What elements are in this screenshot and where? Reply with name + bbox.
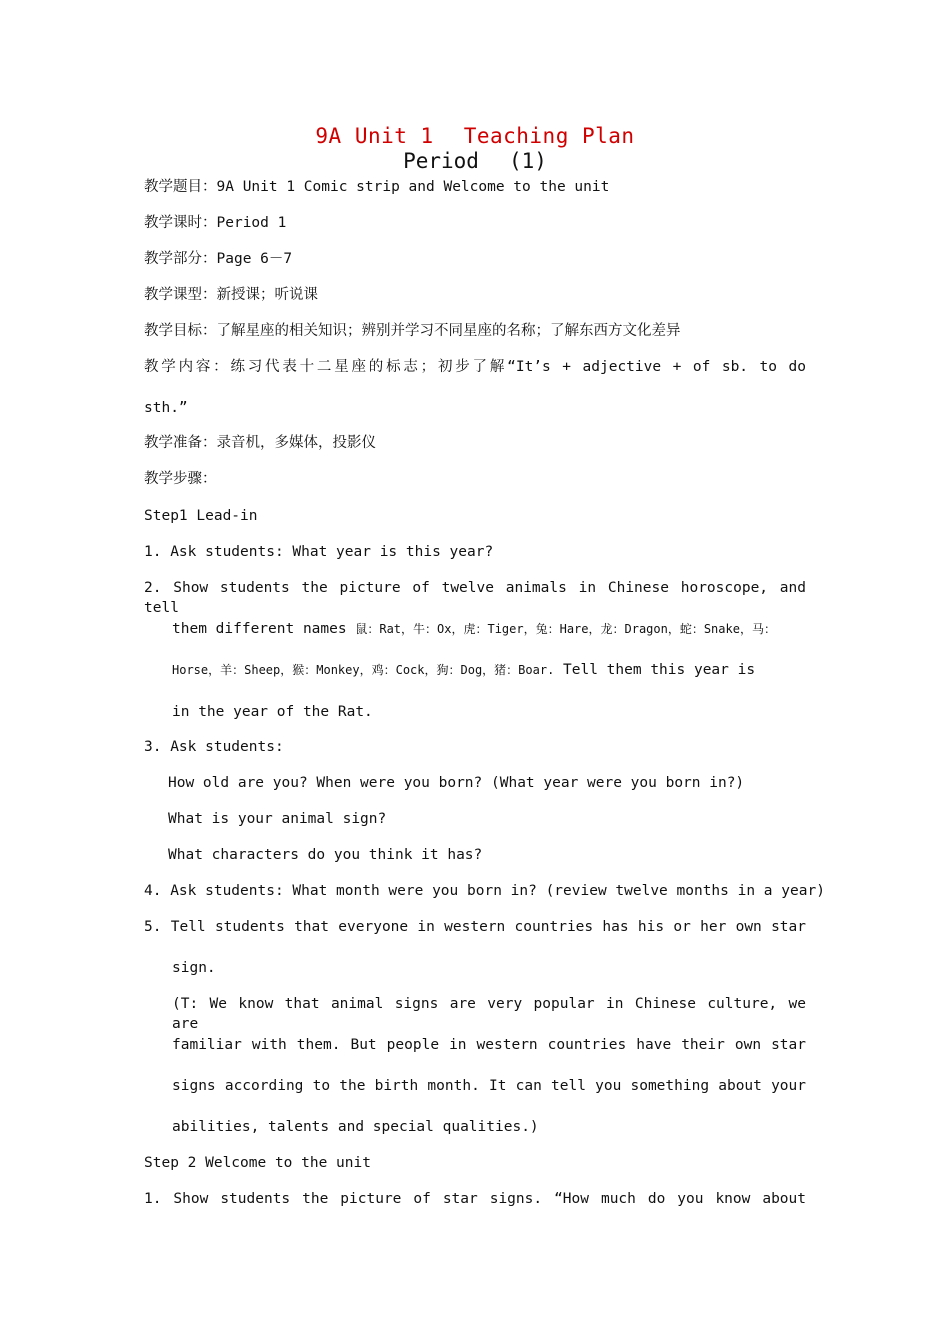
title-part1: 9A Unit 1 — [315, 124, 434, 148]
step1-item2-line2 — [172, 619, 776, 639]
step1-item2-line3 — [172, 660, 755, 680]
step1-item2-line3b: Tell them this year is — [563, 662, 756, 678]
step1-item3-question2: What is your animal sign? — [168, 811, 387, 827]
subtitle-part2: (1) — [508, 149, 547, 173]
info-preparation: 教学准备：录音机，多媒体，投影仪 — [144, 435, 376, 451]
animal-names-1: 鼠：Rat，牛：Ox，虎：Tiger，兔：Hare，龙：Dragon，蛇：Snake，马： — [355, 622, 776, 636]
info-steps: 教学步骤： — [144, 471, 217, 487]
info-pages: 教学部分：Page 6－7 — [144, 251, 293, 267]
step1-heading: Step1 Lead-in — [144, 508, 258, 524]
step1-item5-line2: sign. — [172, 960, 216, 976]
step1-item5-line6: abilities, talents and special qualities.) — [172, 1119, 539, 1135]
info-topic: 教学题目：9A Unit 1 Comic strip and Welcome to the unit — [144, 179, 610, 195]
step1-item2-line4: in the year of the Rat. — [172, 704, 373, 720]
info-lesson-type: 教学课型：新授课；听说课 — [144, 287, 318, 303]
subtitle-part1: Period — [403, 149, 479, 173]
step1-item1: 1. Ask students: What year is this year? — [144, 544, 494, 560]
step1-item3-question3: What characters do you think it has? — [168, 847, 483, 863]
step2-item1-line1: 1. Show students the picture of star signs. “How much do you know about — [144, 1191, 806, 1207]
animal-names-2: Horse，羊：Sheep，猴：Monkey，鸡：Cock，狗：Dog，猪：Boar. — [172, 663, 555, 677]
step1-item5-line1: 5. Tell students that everyone in western countries has his or her own star — [144, 919, 806, 935]
info-content: 教学内容：练习代表十二星座的标志；初步了解“It’s + adjective + of sb. to do — [144, 359, 806, 375]
step1-item3: 3. Ask students: — [144, 739, 284, 755]
document-subtitle — [0, 149, 950, 173]
step1-item2-line1: 2. Show students the picture of twelve animals in Chinese horoscope, and tell — [144, 580, 806, 616]
step1-item2-line2a: them different names — [172, 621, 347, 637]
step1-item3-question1: How old are you? When were you born? (What year were you born in?) — [168, 775, 745, 791]
step1-item5-line4: familiar with them. But people in western countries have their own star — [172, 1037, 806, 1053]
title-part2: Teaching Plan — [463, 124, 635, 148]
info-objectives: 教学目标：了解星座的相关知识；辨别并学习不同星座的名称；了解东西方文化差异 — [144, 323, 681, 339]
step1-item5-line5: signs according to the birth month. It can tell you something about your — [172, 1078, 806, 1094]
step1-item5-line3: (T: We know that animal signs are very popular in Chinese culture, we are — [172, 996, 806, 1032]
step2-heading: Step 2 Welcome to the unit — [144, 1155, 371, 1171]
info-content-cont: sth.” — [144, 400, 188, 416]
step1-item4: 4. Ask students: What month were you born in? (review twelve months in a year) — [144, 883, 825, 899]
info-period: 教学课时：Period 1 — [144, 215, 287, 231]
document-title — [0, 124, 950, 148]
